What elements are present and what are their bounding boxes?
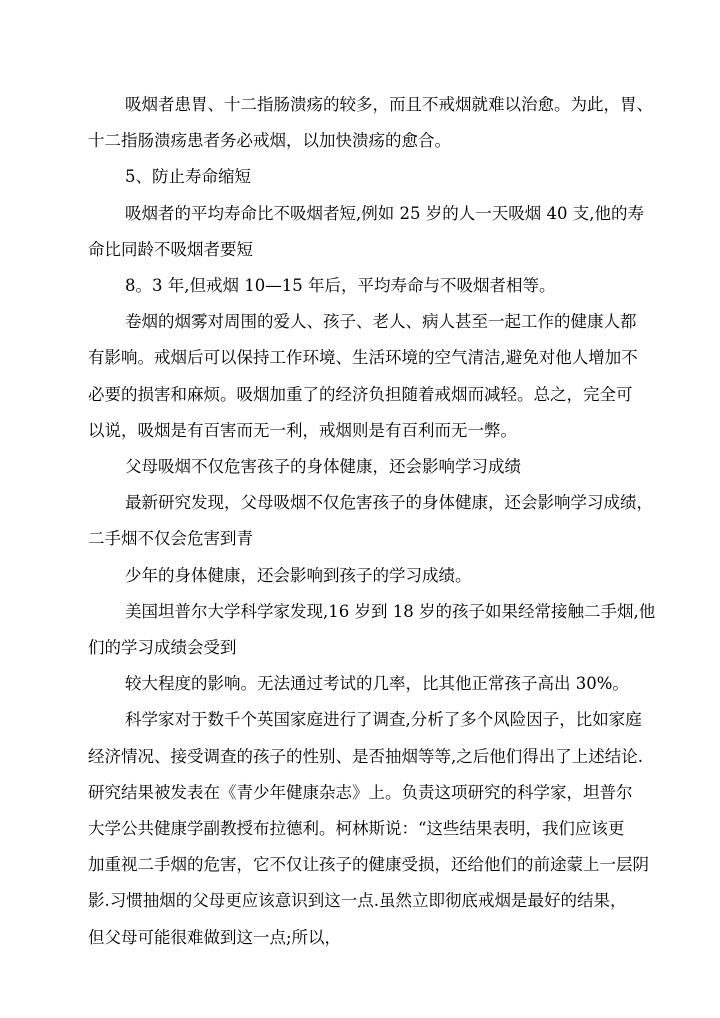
- text-line-6: 8。3 年,但戒烟 10—15 年后，平均寿命与不吸烟者相等。: [125, 276, 556, 295]
- text-line-17: 较大程度的影响。无法通过考试的几率，比其他正常孩子高出 30%。: [125, 674, 629, 693]
- text-line-14: 少年的身体健康，还会影响到孩子的学习成绩。: [125, 566, 472, 585]
- text-line-7: 卷烟的烟雾对周围的爱人、孩子、老人、病人甚至一起工作的健康人都: [125, 312, 637, 331]
- text-line-5: 命比同龄不吸烟者要短: [88, 240, 253, 259]
- text-line-2: 十二指肠溃疡患者务必戒烟，以加快溃疡的愈合。: [88, 131, 451, 150]
- text-line-24: 但父母可能很难做到这一点;所以，: [88, 928, 342, 947]
- text-line-13: 二手烟不仅会危害到青: [88, 529, 253, 548]
- text-line-22: 加重视二手烟的危害，它不仅让孩子的健康受损，还给他们的前途蒙上一层阴: [88, 855, 649, 874]
- subheading-parents-smoking: 父母吸烟不仅危害孩子的身体健康，还会影响学习成绩: [125, 457, 521, 476]
- text-line-9: 必要的损害和麻烦。吸烟加重了的经济负担随着戒烟而减轻。总之，完全可: [88, 385, 633, 404]
- text-line-15: 美国坦普尔大学科学家发现,16 岁到 18 岁的孩子如果经常接触二手烟,他: [125, 602, 656, 621]
- text-line-19: 经济情况、接受调查的孩子的性别、是否抽烟等等,之后他们得出了上述结论.: [88, 747, 643, 766]
- text-line-8: 有影响。戒烟后可以保持工作环境、生活环境的空气清洁,避免对他人增加不: [88, 348, 638, 367]
- text-line-18: 科学家对于数千个英国家庭进行了调查,分析了多个风险因子，比如家庭: [125, 710, 642, 729]
- text-line-4: 吸烟者的平均寿命比不吸烟者短,例如 25 岁的人一天吸烟 40 支,他的寿: [125, 204, 644, 223]
- text-line-10: 以说，吸烟是有百害而无一利，戒烟则是有百利而无一弊。: [88, 421, 517, 440]
- text-line-1: 吸烟者患胃、十二指肠溃疡的较多，而且不戒烟就难以治愈。为此，胃、: [125, 95, 653, 114]
- text-line-21: 大学公共健康学副教授布拉德利。柯林斯说：“这些结果表明，我们应该更: [88, 819, 625, 838]
- section-heading-5: 5、防止寿命缩短: [125, 167, 251, 186]
- text-line-12: 最新研究发现，父母吸烟不仅危害孩子的身体健康，还会影响学习成绩，: [125, 493, 653, 512]
- text-line-23: 影.习惯抽烟的父母更应该意识到这一点.虽然立即彻底戒烟是最好的结果，: [88, 891, 627, 910]
- text-line-16: 们的学习成绩会受到: [88, 638, 237, 657]
- text-line-20: 研究结果被发表在《青少年健康杂志》上。负责这项研究的科学家，坦普尔: [88, 783, 633, 802]
